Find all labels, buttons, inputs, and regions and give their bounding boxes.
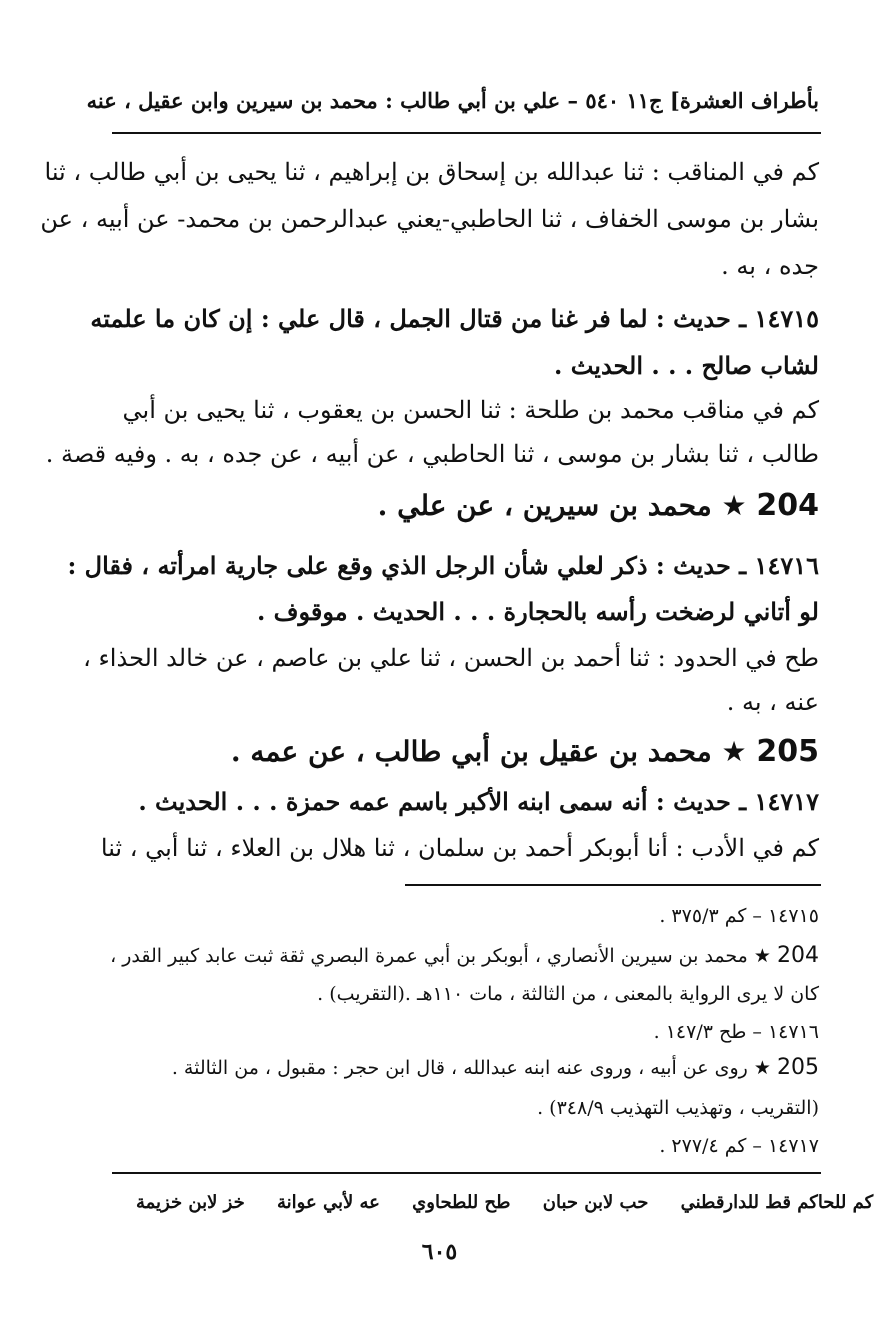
body-line: عنه ، به . [726, 688, 819, 716]
body-line: لشاب صالح . . . الحديث . [554, 351, 819, 380]
footnote-text: روى عن أبيه ، وروى عنه ابنه عبدالله ، قال ابن حجر : مقبول ، من الثالثة . [171, 1057, 748, 1079]
footnote-text: محمد بن سيرين الأنصاري ، أبوبكر بن أبي عمرة البصري ثقة ثبت عابد كبير القدر ، [110, 945, 748, 967]
footnote-204 [110, 938, 819, 974]
footnote: (التقريب ، وتهذيب التهذيب ٣٤٨/٩) . [537, 1097, 819, 1119]
footnote-205 [110, 1050, 819, 1086]
section-heading-205 [110, 728, 819, 776]
section-number: 205 [756, 734, 819, 769]
body-line: كم في المناقب : ثنا عبدالله بن إسحاق بن إبراهيم ، ثنا يحيى بن أبي طالب ، ثنا [44, 158, 819, 186]
body-line: طح في الحدود : ثنا أحمد بن الحسن ، ثنا علي بن عاصم ، عن خالد الحذاء ، [83, 644, 819, 672]
footnote: ١٤٧١٦ – طح ١٤٧/٣ . [653, 1021, 819, 1043]
body-line: بشار بن موسى الخفاف ، ثنا الحاطبي-يعني عبدالرحمن بن محمد- عن أبيه ، عن [40, 205, 819, 233]
hadith-heading-14717: ١٤٧١٧ ـ حديث : أنه سمى ابنه الأكبر باسم عمه حمزة . . . الحديث . [138, 787, 819, 816]
legend-item: كم للحاكم [797, 1192, 874, 1213]
legend-item: عه لأبي عوانة [276, 1192, 380, 1213]
legend-rule [112, 1172, 821, 1174]
star-icon: ★ [721, 489, 747, 522]
section-number: 204 [756, 488, 819, 523]
star-icon: ★ [721, 735, 747, 768]
abbreviation-legend [110, 1185, 874, 1221]
hadith-heading-14715: ١٤٧١٥ ـ حديث : لما فر غنا من قتال الجمل ، قال علي : إن كان ما علمته [90, 304, 819, 333]
footnote-number: 204 [777, 943, 819, 968]
footnote: ١٤٧١٥ – كم ٣٧٥/٣ . [659, 905, 819, 927]
hadith-heading-14716: ١٤٧١٦ ـ حديث : ذكر لعلي شأن الرجل الذي وقع على جارية امرأته ، فقال : [67, 551, 819, 580]
footnote: كان لا يرى الرواية بالمعنى ، من الثالثة ، مات ١١٠هـ .(التقريب) . [317, 983, 819, 1005]
footnote-number: 205 [777, 1055, 819, 1080]
legend-item: حب لابن حبان [542, 1192, 649, 1213]
body-line: جده ، به . [721, 252, 819, 280]
body-line: لو أتاني لرضخت رأسه بالحجارة . . . الحديث . موقوف . [256, 597, 819, 626]
star-icon: ★ [753, 945, 771, 967]
body-line: كم في الأدب : أنا أبوبكر أحمد بن سلمان ، ثنا هلال بن العلاء ، ثنا أبي ، ثنا [100, 834, 819, 862]
legend-item: طح للطحاوي [412, 1192, 511, 1213]
running-header: بأطراف العشرة] ج١١ ٥٤٠ – علي بن أبي طالب : محمد بن سيرين وابن عقيل ، عنه [86, 88, 819, 113]
legend-item: خز لابن خزيمة [136, 1192, 245, 1213]
star-icon: ★ [753, 1057, 771, 1079]
page-number: ٦٠٥ [421, 1239, 458, 1265]
body-line: كم في مناقب محمد بن طلحة : ثنا الحسن بن يعقوب ، ثنا يحيى بن أبي [122, 396, 819, 424]
footnote: ١٤٧١٧ – كم ٢٧٧/٤ . [659, 1135, 819, 1157]
section-heading-204 [110, 482, 819, 530]
header-rule [112, 132, 821, 134]
section-title: محمد بن سيرين ، عن علي . [377, 489, 712, 522]
legend-item: قط للدارقطني [680, 1192, 791, 1213]
footnote-rule [405, 884, 821, 886]
body-line: طالب ، ثنا بشار بن موسى ، ثنا الحاطبي ، عن أبيه ، عن جده ، به . وفيه قصة . [45, 440, 819, 468]
section-title: محمد بن عقيل بن أبي طالب ، عن عمه . [230, 735, 712, 768]
